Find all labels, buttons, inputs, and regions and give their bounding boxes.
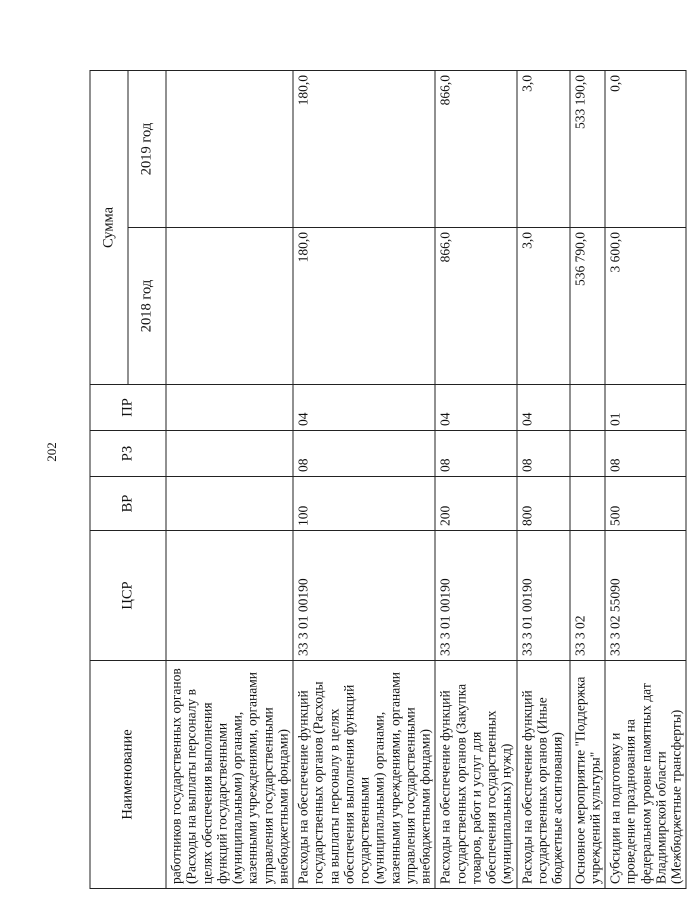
page-number: 202 [44, 442, 59, 462]
table-row [293, 71, 435, 889]
row-csr [166, 531, 293, 661]
row-csr: 33 3 01 00190 [435, 531, 516, 661]
row-sum-2018: 536 790,0 [570, 228, 606, 385]
table-row [517, 71, 570, 889]
row-name: Субсидии на подготовку и проведение празднования на федеральном уровне памятных дат Владимирской области (Межбюджетные трансферты) [605, 661, 686, 889]
row-sum-2019: 866,0 [435, 71, 516, 228]
header-year-2018: 2018 год [128, 228, 166, 385]
row-rz: 08 [293, 431, 435, 477]
row-sum-2019: 533 190,0 [570, 71, 606, 228]
row-csr: 33 3 01 00190 [517, 531, 570, 661]
row-sum-2019 [166, 71, 293, 228]
table-row [605, 71, 686, 889]
row-name: Основное мероприятие "Поддержка учреждений культуры" [570, 661, 606, 889]
table-row [435, 71, 516, 889]
row-pr: 04 [435, 385, 516, 431]
row-name: Расходы на обеспечение функций государственных органов (Закупка товаров, работ и услуг для обеспечения государственных (муниципальных) нужд) [435, 661, 516, 889]
row-vr: 500 [605, 477, 686, 531]
header-sum: Сумма [90, 71, 128, 385]
row-sum-2018 [166, 228, 293, 385]
table-row [570, 71, 606, 889]
row-pr: 04 [517, 385, 570, 431]
row-csr: 33 3 01 00190 [293, 531, 435, 661]
row-rz: 08 [517, 431, 570, 477]
row-vr [166, 477, 293, 531]
row-sum-2019: 3,0 [517, 71, 570, 228]
row-pr [570, 385, 606, 431]
header-vr: ВР [90, 477, 166, 531]
row-vr [570, 477, 606, 531]
header-row [90, 71, 128, 889]
row-sum-2019: 180,0 [293, 71, 435, 228]
row-pr [166, 385, 293, 431]
row-vr: 100 [293, 477, 435, 531]
row-sum-2018: 3 600,0 [605, 228, 686, 385]
row-sum-2018: 180,0 [293, 228, 435, 385]
row-rz [570, 431, 606, 477]
row-vr: 800 [517, 477, 570, 531]
table-row [166, 71, 293, 889]
header-name: Наименование [90, 661, 166, 889]
row-name: Расходы на обеспечение функций государственных органов (Расходы на выплаты персоналу в целях обеспечения выполнения функций государственными (муниципальными) органами, казенными учреждениями, органами управления государственными внебюджетными фондами) [293, 661, 435, 889]
row-name: Расходы на обеспечение функций государственных органов (Иные бюджетные ассигнования) [517, 661, 570, 889]
header-pr: ПР [90, 385, 166, 431]
row-sum-2018: 866,0 [435, 228, 516, 385]
header-csr: ЦСР [90, 531, 166, 661]
row-vr: 200 [435, 477, 516, 531]
row-sum-2018: 3,0 [517, 228, 570, 385]
header-year-2019: 2019 год [128, 71, 166, 228]
row-csr: 33 3 02 [570, 531, 606, 661]
row-name: работников государственных органов (Расходы на выплаты персоналу в целях обеспечения выполнения функций государственными (муниципальными) органами, казенными учреждениями, органами управления государственными внебюджетными фондами) [166, 661, 293, 889]
row-pr: 01 [605, 385, 686, 431]
row-rz [166, 431, 293, 477]
row-rz: 08 [435, 431, 516, 477]
header-rz: РЗ [90, 431, 166, 477]
row-pr: 04 [293, 385, 435, 431]
row-rz: 08 [605, 431, 686, 477]
budget-table-container [90, 71, 684, 889]
row-sum-2019: 0,0 [605, 71, 686, 228]
budget-table [90, 70, 687, 889]
row-csr: 33 3 02 55090 [605, 531, 686, 661]
